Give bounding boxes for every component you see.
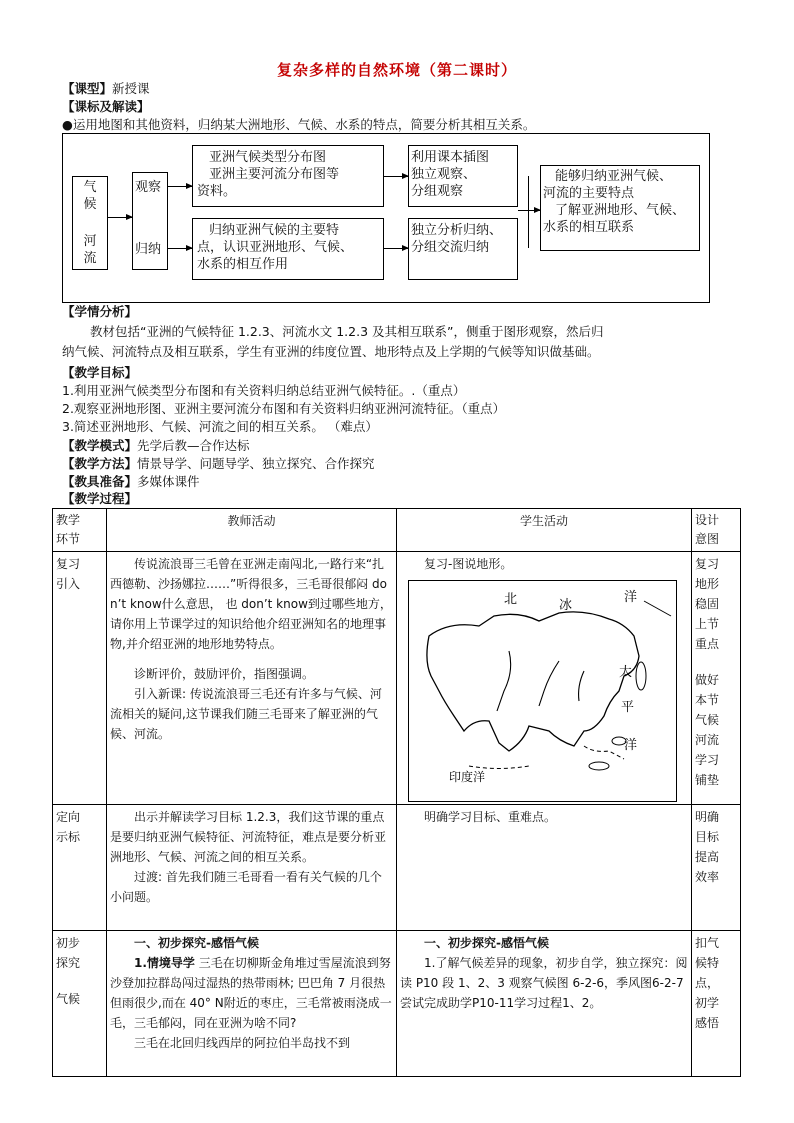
course-type: 【课型】新授课: [62, 81, 150, 96]
flow-arrow-5: [384, 248, 408, 249]
flow-arrow-3: [168, 248, 192, 249]
standard-text: ●运用地图和其他资料，归纳某大洲地形、气候、水系的特点，简要分析其相互关系。: [62, 117, 536, 132]
process-table: [52, 508, 741, 1077]
map-label-ice: 冰: [559, 598, 573, 613]
design-climate: 扣气 候特 点， 初学 感悟: [692, 931, 741, 1077]
analysis-line-2: 纳气候、河流特点及相互联系，学生有亚洲的纬度位置、地形特点及上学期的气候等知识做基础。: [62, 344, 600, 359]
stage-review: 复习 引入: [53, 552, 107, 805]
map-label-indian-ocean: 印度洋: [449, 770, 486, 784]
objective-2: 2.观察亚洲地形图、亚洲主要河流分布图和有关资料归纳亚洲河流特征。（重点）: [62, 401, 506, 416]
flow-box-summary: 归纳亚洲气候的主要特 点，认识亚洲地形、气候、 水系的相互作用: [192, 218, 384, 280]
standard-label: 【课标及解读】: [62, 99, 150, 114]
flow-box-observe-induce: 观察 归纳: [132, 172, 168, 270]
map-label-ocean-pacific: 洋: [624, 738, 638, 753]
flow-arrow-1: [108, 217, 132, 218]
objective-3: 3.简述亚洲地形、气候、河流之间的相互关系。 （难点）: [62, 419, 378, 434]
table-row: [53, 931, 741, 1077]
stage-objectives: 定向 示标: [53, 805, 107, 931]
objective-1: 1.利用亚洲气候类型分布图和有关资料归纳总结亚洲气候特征。.（重点）: [62, 383, 466, 398]
flow-arrow-4: [384, 176, 408, 177]
teacher-review: 传说流浪哥三毛曾在亚洲走南闯北,一路行来“扎西德勒、沙扬娜拉……”听得很多，三毛哥很郁闷 don’t know什么意思， 也 don’t know到过哪些地方，请你用上节课学过的知识给他介绍亚洲知名的地理事物,并介绍亚洲的地形地势特点。 诊断评价，鼓励评价，指图强调。 引入新课: 传说流浪哥三毛还有许多与气候、河流相关的疑问,这节课我们随三毛哥来了解亚洲的气候、河流。: [107, 552, 397, 805]
design-review: 复习 地形 稳固 上节 重点 做好 本节 气候 河流 学习 铺垫: [692, 552, 741, 805]
flow-box-outcome: 能够归纳亚洲气候、 河流的主要特点 了解亚洲地形、气候、 水系的相互联系: [540, 165, 700, 251]
map-label-north: 北: [504, 592, 518, 607]
objectives-label: 【教学目标】: [62, 365, 138, 380]
page-title: 复杂多样的自然环境（第二课时）: [276, 61, 517, 79]
flow-box-observe-method: 利用课本插图 独立观察、 分组观察: [408, 145, 518, 207]
map-label-ocean-north: 洋: [624, 590, 638, 605]
flow-box-induce-method: 独立分析归纳、 分组交流归纳: [408, 218, 518, 280]
flow-box-materials: 亚洲气候类型分布图 亚洲主要河流分布图等 资料。: [192, 145, 384, 207]
flow-box-climate-river: 气 候 河 流: [72, 176, 108, 270]
flow-arrow-6: [518, 210, 540, 211]
asia-map: [408, 580, 677, 802]
flow-connector: [528, 176, 529, 248]
header-design: 设计 意图: [692, 509, 741, 552]
header-student: 学生活动: [397, 509, 692, 552]
map-label-tai: 太: [619, 665, 633, 680]
header-stage: 教学 环节: [53, 509, 107, 552]
process-label: 【教学过程】: [62, 491, 138, 506]
teaching-tools: 【教具准备】多媒体课件: [62, 474, 200, 489]
analysis-line-1: 教材包括“亚洲的气候特征 1.2.3、河流水文 1.2.3 及其相互联系”，侧重于图形观察，然后归: [90, 324, 604, 339]
header-teacher: 教师活动: [107, 509, 397, 552]
design-objectives: 明确 目标 提高 效率: [692, 805, 741, 931]
student-climate: 一、初步探究-感悟气候 1.了解气候差异的现象，初步自学，独立探究：阅读 P10 段 1、2、3 观察气候图 6-2-6，季风图6-2-7尝试完成助学P10-11学习过程1、2。: [397, 931, 692, 1077]
table-header-row: [53, 509, 741, 552]
table-row: [53, 552, 741, 805]
student-review: 复习-图说地形。 北 冰 洋 太 平 洋 印度洋: [397, 552, 692, 805]
teaching-mode: 【教学模式】先学后教—合作达标: [62, 438, 250, 453]
flow-arrow-2: [168, 186, 192, 187]
teacher-climate: 一、初步探究-感悟气候 1.情境导学 三毛在切柳斯金角堆过雪屋流浪到努沙登加拉群岛闯过湿热的热带雨林; 巴巴角 7 月很热但雨很少,而在 40° N附近的枣庄，三毛常被雨浇成一毛，三毛郁闷，同在亚洲为啥不同? 三毛在北回归线西岸的阿拉伯半岛找不到: [107, 931, 397, 1077]
stage-climate: 初步 探究 气候: [53, 931, 107, 1077]
analysis-label: 【学情分析】: [62, 304, 138, 319]
teacher-objectives: 出示并解读学习目标 1.2.3，我们这节课的重点是要归纳亚洲气候特征、河流特征，难点是要分析亚洲地形、气候、河流之间的相互关系。 过渡: 首先我们随三毛哥看一看有关气候的几个小问题。: [107, 805, 397, 931]
asia-map-drawing: [409, 581, 676, 801]
student-objectives: 明确学习目标、重难点。: [397, 805, 692, 931]
map-label-ping: 平: [621, 700, 635, 715]
table-row: [53, 805, 741, 931]
teaching-method: 【教学方法】情景导学、问题导学、独立探究、合作探究: [62, 456, 375, 471]
